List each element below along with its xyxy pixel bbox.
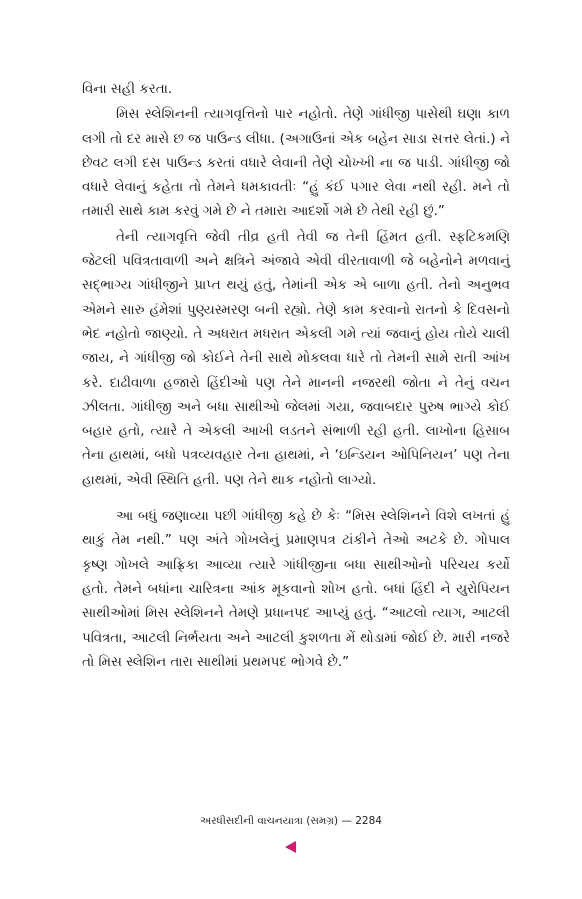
paragraph: તેની ત્યાગવૃત્તિ જેવી તીવ્ર હતી તેવી જ તેની હિંમત હતી. સ્ફટિકમણિ જેટલી પવિત્રતાવાળી અને ક્ષત્રિને અંજાવે એવી વીરતાવાળી જે બહેનોને મળવાનું સદ્ભાગ્ય ગાંધીજીને પ્રાપ્ત થયું હતું, તેમાંની એક એ બાળા હતી. તેનો અનુભવ એમને સારુ હંમેશાં પુણ્યસ્મરણ બની રહ્યો. તેણે કામ કરવાનો રાતનો કે દિવસનો ભેદ નહોતો જાણ્યો. તે અધરાત મધરાત એકલી ગમે ત્યાં જવાનું હોય તોયે ચાલી જાય, ને ગાંધીજી જો કોઈને તેની સાથે મોકલવા ધારે તો તેમની સામે રાતી આંખ કરે. દાઢીવાળા હજારો હિંદીઓ પણ તેને માનની નજરથી જોતા ને તેનું વચન ઝીલતા. ગાંધીજી અને બધા સાથીઓ જેલમાં ગયા, જવાબદાર પુરુષ ભાગ્યે કોઈ બહાર હતો, ત્યારે તે એકલી આખી લડતને સંભાળી રહી હતી. લાખોના હિસાબ તેના હાથમાં, બધો પત્રવ્યવહાર તેના હાથમાં, ને ‘ઇન્ડિયન ઓપિનિયન’ પણ તેના હાથમાં, એવી સ્થિતિ હતી. પણ તેને થાક નહોતો લાગ્યો. [82, 229, 510, 488]
paragraph: આ બધું જણાવ્યા પછી ગાંધીજી કહે છે કેઃ “મિસ સ્લેશિનને વિશે લખતાં હું થાકું તેમ નથી.” પણ અંતે ગોખલેનું પ્રમાણપત્ર ટાંકીને તેઓ અટકે છે. ગોપાલ કૃષ્ણ ગોખલે આફ્રિકા આવ્યા ત્યારે ગાંધીજીના બધા સાથીઓનો પરિચય કર્યો હતો. તેમને બધાંના ચારિત્રના આંક મૂકવાનો શોખ હતો. બધાં હિંદી ને યુરોપિયન સાથીઓમાં મિસ સ્લેશિનને તેમણે પ્રધાનપદ આપ્યું હતું. “આટલો ત્યાગ, આટલી પવિત્રતા, આટલી નિર્ભયતા અને આટલી કુશળતા મેં થોડામાં જોઈ છે. મારી નજરે તો મિસ સ્લેશિન તારા સાથીમાં પ્રથમપદ ભોગવે છે.” [82, 509, 510, 670]
paragraph: મિસ સ્લેશિનની ત્યાગવૃત્તિનો પાર નહોતો. તેણે ગાંધીજી પાસેથી ઘણા કાળ લગી તો દર માસે છ જ પાઉન્ડ લીધા. (અગાઉનાં એક બહેન સાડા સત્તર લેતાં.) ને છેવટ લગી દસ પાઉન્ડ કરતાં વધારે લેવાની તેણે ચોખ્ખી ના જ પાડી. ગાંધીજી જો વધારે લેવાનું કહેતા તો તેમને ધમકાવતીઃ “હું કંઈ પગાર લેવા નથી રહી. મને તો તમારી સાથે કામ કરવું ગમે છે ને તમારા આદર્શો ગમે છે તેથી રહી છું.” [82, 107, 510, 220]
page-body [82, 78, 510, 675]
triangle-left-icon [283, 840, 299, 854]
page-footer: અરધીસદીની વાચનયાત્રા (સમગ્ર) — 2284 [200, 815, 382, 827]
previous-page-button[interactable] [283, 840, 299, 854]
paragraph-continuation: વિના સહી કરતા. [82, 82, 173, 97]
